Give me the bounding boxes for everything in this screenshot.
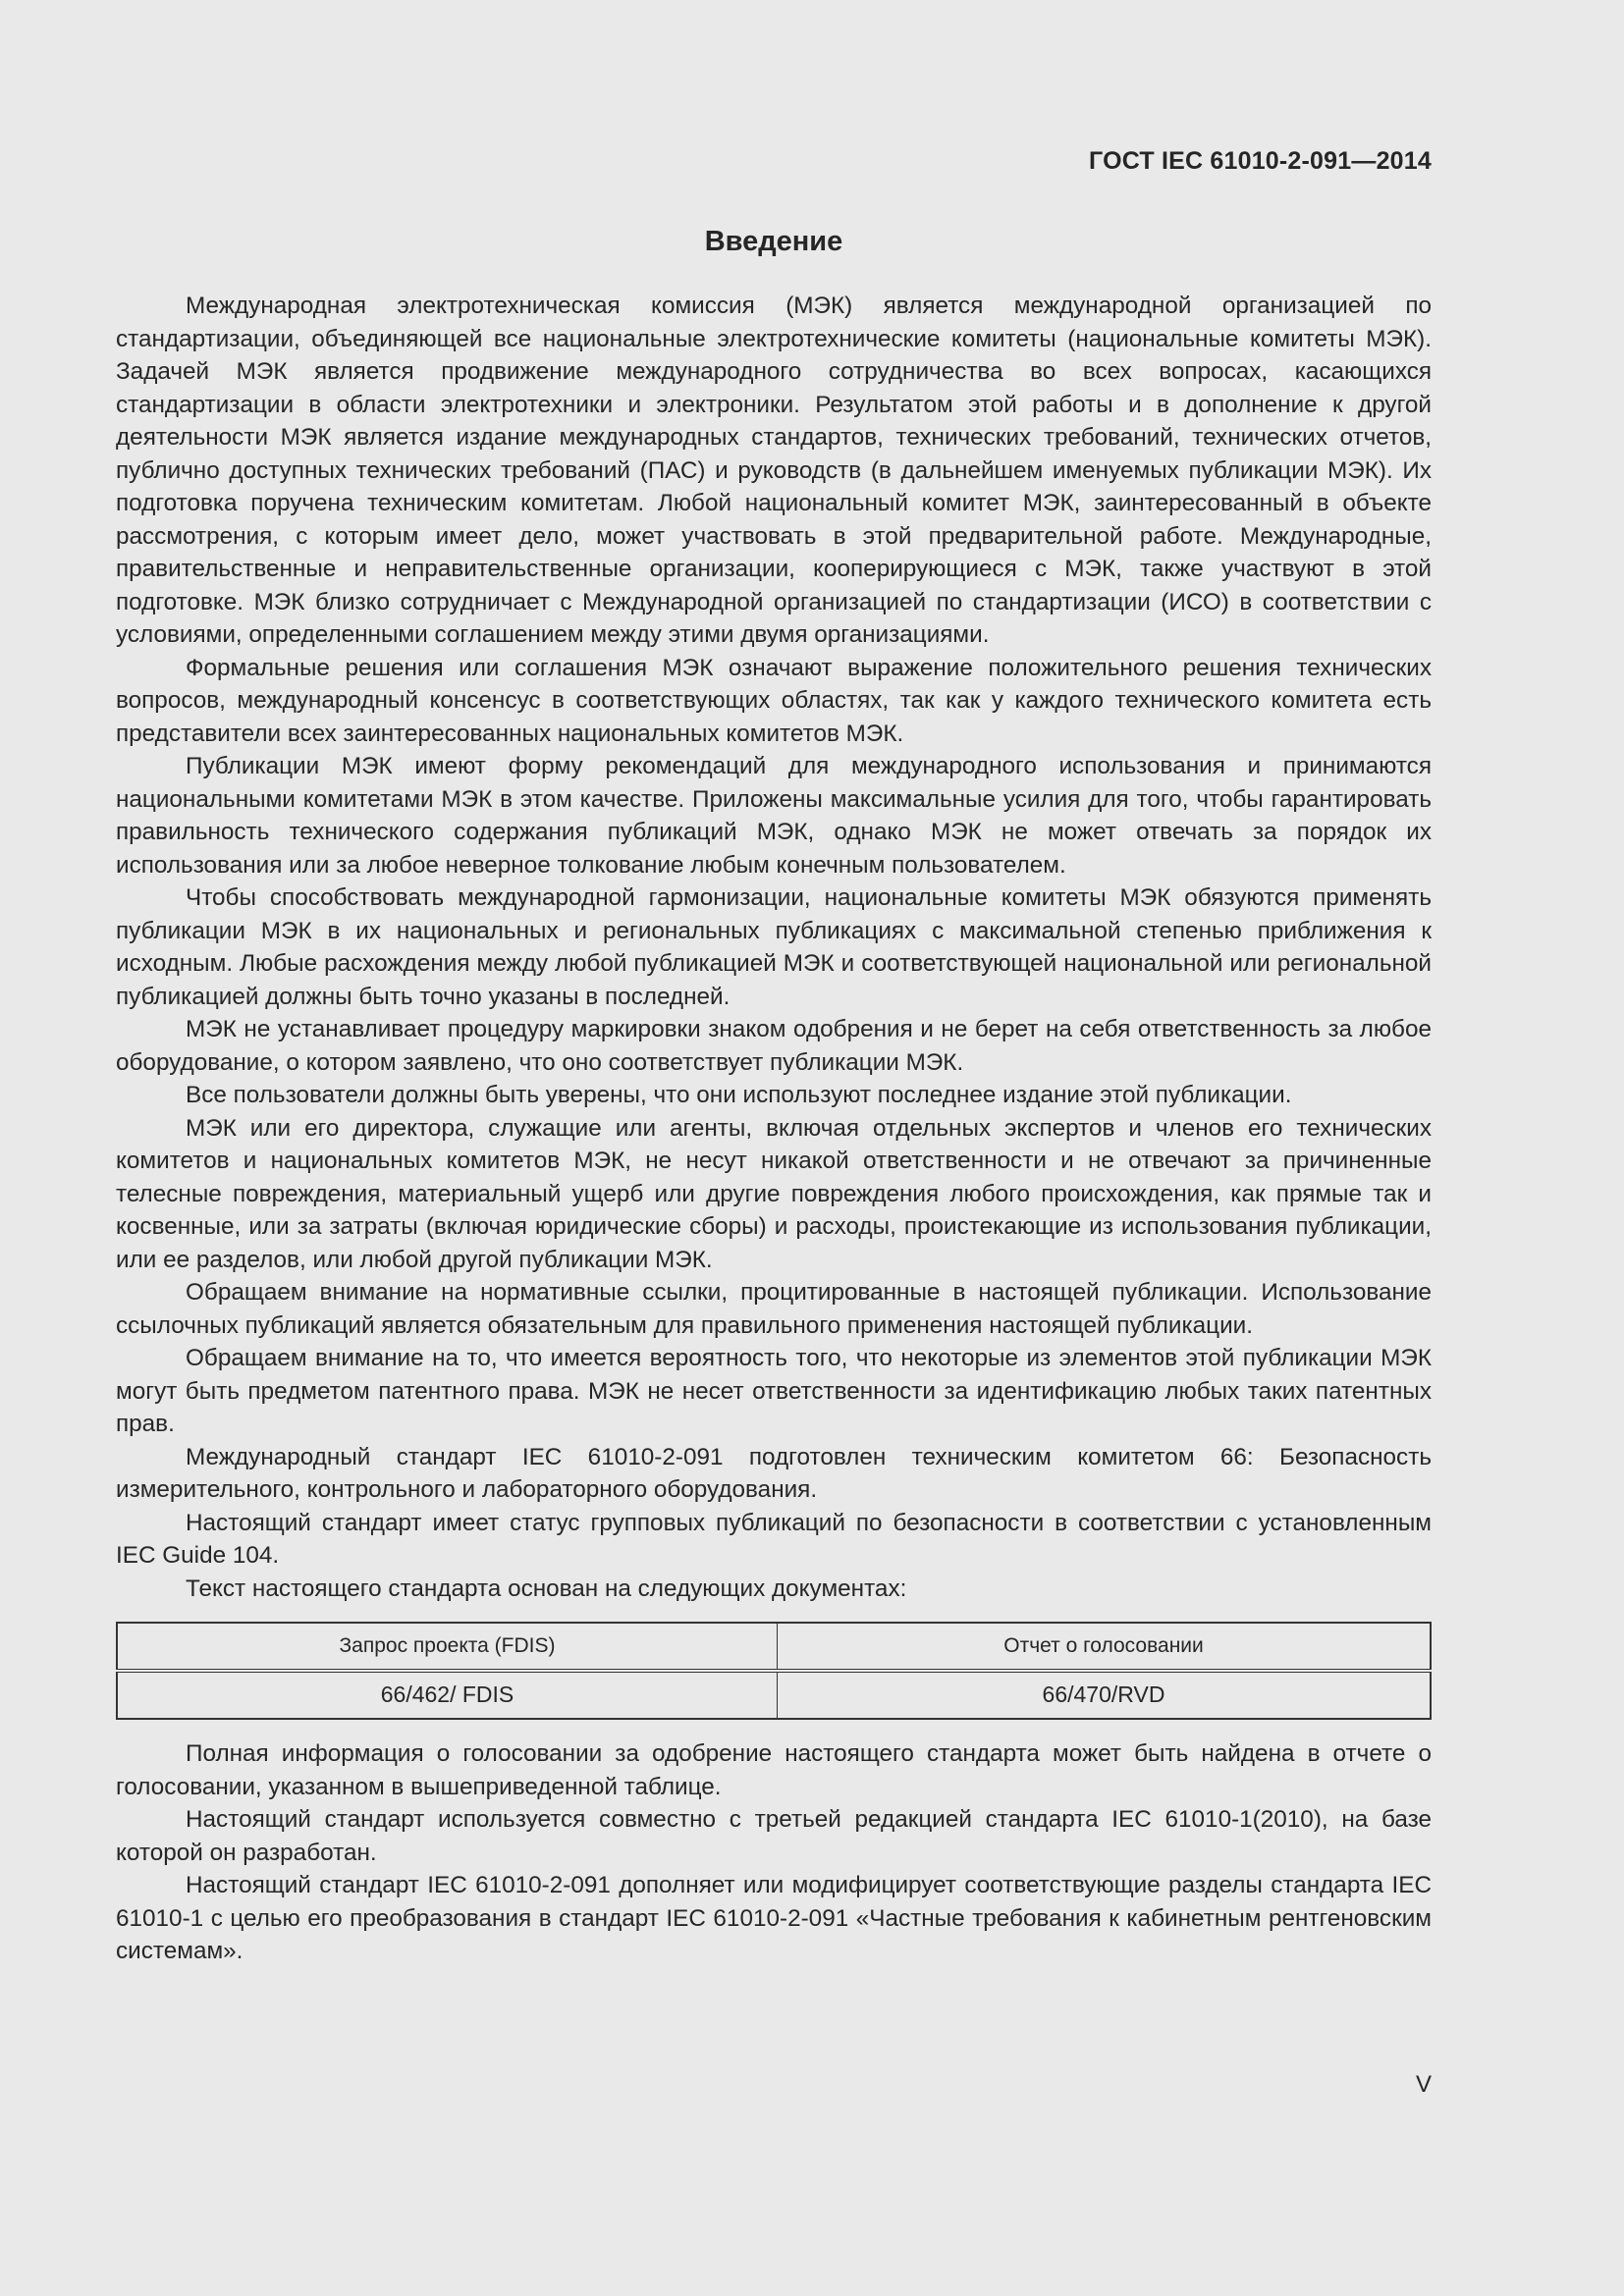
paragraph: Чтобы способствовать международной гармонизации, национальные комитеты МЭК обязуются применять публикации МЭК в их национальных и региональных публикациях с максимальной степенью приближения к исходным. Любые расхождения между любой публикацией МЭК и соответствующей национальной или региональной публикацией должны быть точно указаны в последней. — [116, 884, 1432, 1010]
table-header-cell: Запрос проекта (FDIS) — [117, 1623, 778, 1671]
paragraph: Формальные решения или соглашения МЭК означают выражение положительного решения технических вопросов, международный консенсус в соответствующих областях, так как у каждого технического комитета есть представители всех заинтересованных национальных комитетов МЭК. — [116, 654, 1432, 747]
paragraph: МЭК не устанавливает процедуру маркировки знаком одобрения и не берет на себя ответственность за любое оборудование, о котором заявлено, что оно соответствует публикации МЭК. — [116, 1016, 1432, 1076]
paragraph: Обращаем внимание на нормативные ссылки, процитированные в настоящей публикации. Использование ссылочных публикаций является обязательным для правильного применения настоящей публикации. — [116, 1279, 1432, 1339]
paragraph: Настоящий стандарт IEC 61010-2-091 дополняет или модифицирует соответствующие разделы стандарта IEC 61010-1 с целью его преобразования в стандарт IEC 61010-2-091 «Частные требования к кабинетным рентгеновским системам». — [116, 1872, 1432, 1964]
table-header-row — [117, 1623, 1431, 1671]
paragraph: Настоящий стандарт используется совместно с третьей редакцией стандарта IEC 61010-1(2010), на базе которой он разработан. — [116, 1806, 1432, 1866]
paragraph: Обращаем внимание на то, что имеется вероятность того, что некоторые из элементов этой публикации МЭК могут быть предметом патентного права. МЭК не несет ответственности за идентификацию любых таких патентных прав. — [116, 1345, 1432, 1437]
paragraph: Настоящий стандарт имеет статус групповых публикаций по безопасности в соответствии с установленным IEC Guide 104. — [116, 1509, 1432, 1569]
paragraph: Международный стандарт IEC 61010-2-091 подготовлен техническим комитетом 66: Безопасность измерительного, контрольного и лабораторного оборудования. — [116, 1443, 1432, 1503]
table-cell: 66/470/RVD — [778, 1671, 1432, 1719]
table-header-cell: Отчет о голосовании — [778, 1623, 1432, 1671]
paragraph: Все пользователи должны быть уверены, что они используют последнее издание этой публикации. — [186, 1082, 1292, 1108]
paragraph: МЭК или его директора, служащие или агенты, включая отдельных экспертов и членов его технических комитетов и национальных комитетов МЭК, не несут никакой ответственности и не отвечают за причиненные телесные повреждения, материальный ущерб или другие повреждения любого происхождения, как прямые так и косвенные, или за затраты (включая юридические сборы) и расходы, проистекающие из использования публикации, или ее разделов, или любой другой публикации МЭК. — [116, 1114, 1432, 1273]
paragraph: Публикации МЭК имеют форму рекомендаций для международного использования и принимаются национальными комитетами МЭК в этом качестве. Приложены максимальные усилия для того, чтобы гарантировать правильность технического содержания публикаций МЭК, однако МЭК не может отвечать за порядок их использования или за любое неверное толкование любым конечным пользователем. — [116, 753, 1432, 879]
document-header-code: ГОСТ IEC 61010-2-091—2014 — [1089, 147, 1432, 175]
table-row — [117, 1671, 1431, 1719]
section-title: Введение — [704, 226, 843, 257]
paragraph: Текст настоящего стандарта основан на следующих документах: — [186, 1575, 907, 1602]
paragraph: Полная информация о голосовании за одобрение настоящего стандарта может быть найдена в отчете о голосовании, указанном в вышеприведенной таблице. — [116, 1740, 1432, 1800]
table-cell: 66/462/ FDIS — [117, 1671, 778, 1719]
documents-table — [116, 1622, 1432, 1720]
section-body — [116, 290, 1432, 1968]
page-number: V — [1415, 2071, 1432, 2098]
paragraph: Международная электротехническая комиссия (МЭК) является международной организацией по стандартизации, объединяющей все национальные электротехнические комитеты (национальные комитеты МЭК). Задачей МЭК является продвижение международного сотрудничества во всех вопросах, касающихся стандартизации в области электротехники и электроники. Результатом этой работы и в дополнение к другой деятельности МЭК является издание международных стандартов, технических требований, технических отчетов, публично доступных технических требований (ПАС) и руководств (в дальнейшем именуемых публикации МЭК). Их подготовка поручена техническим комитетам. Любой национальный комитет МЭК, заинтересованный в объекте рассмотрения, с которым имеет дело, может участвовать в этой предварительной работе. Международные, правительственные и неправительственные организации, кооперирующиеся с МЭК, также участвуют в этой подготовке. МЭК близко сотрудничает с Международной организацией по стандартизации (ИСО) в соответствии с условиями, определенными соглашением между этими двумя организациями. — [116, 293, 1432, 648]
